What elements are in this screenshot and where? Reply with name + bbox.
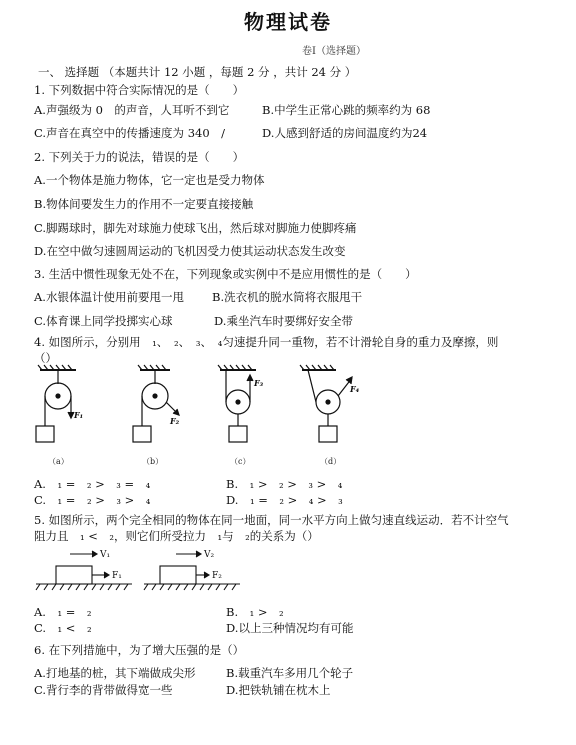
- page-subtitle: 卷Ⅰ（选择题）: [302, 46, 366, 57]
- pulley-b: [133, 365, 179, 442]
- q2-option-a: A.一个物体是施力物体，它一定也是受力物体: [34, 173, 265, 187]
- force-label-f2: F₂: [170, 416, 180, 426]
- q2-option-d: D.在空中做匀速圆周运动的飞机因受力使其运动状态发生改变: [34, 244, 346, 258]
- q5-option-b: B. ₁ > ₂: [226, 605, 284, 619]
- q4-option-d: D. ₁ = ₂ > ₄ > ₃: [226, 493, 343, 507]
- q2-stem: 2. 下列关于力的说法，错误的是（ ）: [34, 150, 245, 164]
- q5-option-a: A. ₁ = ₂: [34, 605, 92, 619]
- caption-b: （b）: [142, 457, 164, 466]
- q6-stem: 6. 在下列措施中，为了增大压强的是（）: [34, 643, 245, 657]
- q1-stem: 1. 下列数据中符合实际情况的是（ ）: [34, 83, 245, 97]
- pulley-c: [218, 365, 256, 442]
- q3-option-a: A.水银体温计使用前要甩一甩: [34, 290, 184, 304]
- velocity-label-v1: V₁: [100, 550, 111, 560]
- pulley-d: [300, 365, 352, 442]
- q4-option-c: C. ₁ = ₂ > ₃ > ₄: [34, 493, 151, 507]
- pulley-figure: [30, 364, 360, 474]
- pulley-a: [36, 365, 76, 442]
- q5-option-d: D.以上三种情况均有可能: [226, 621, 354, 635]
- q6-option-a: A.打地基的桩，其下端做成尖形: [34, 666, 196, 680]
- q6-option-b: B.载重汽车多用几个轮子: [226, 666, 354, 680]
- block-figure: [32, 544, 252, 596]
- q3-option-d: D.乘坐汽车时要绑好安全带: [214, 314, 353, 328]
- caption-c: （c）: [230, 457, 251, 466]
- q4-stem-line1: 4. 如图所示，分别用 ₁、 ₂、 ₃、 ₄匀速提升同一重物，若不计滑轮自身的重力及摩擦，则: [34, 335, 499, 349]
- q3-option-b: B.洗衣机的脱水筒将衣服甩干: [212, 290, 363, 304]
- q2-option-b: B.物体间要发生力的作用不一定要直接接触: [34, 197, 254, 211]
- force-label-q5-f2: F₂: [212, 571, 222, 581]
- page-title: 物理试卷: [244, 10, 332, 34]
- q1-option-c: C.声音在真空中的传播速度为 340 /: [34, 126, 226, 140]
- q5-stem-line1: 5. 如图所示，两个完全相同的物体在同一地面，同一水平方向上做匀速直线运动．若不计空气: [34, 513, 509, 527]
- force-label-q5-f1: F₁: [112, 571, 122, 581]
- caption-a: （a）: [48, 457, 69, 466]
- q5-stem-line2: 阻力且 ₁ < ₂，则它们所受拉力 ₁与 ₂的关系为（）: [34, 529, 319, 543]
- velocity-label-v2: V₂: [204, 550, 215, 560]
- q1-option-a: A.声强级为 0 的声音，人耳听不到它: [34, 103, 230, 117]
- force-label-f1: F₁: [74, 410, 84, 420]
- q1-option-b: B.中学生正常心跳的频率约为 68: [262, 103, 431, 117]
- q4-option-a: A. ₁ = ₂ > ₃ = ₄: [34, 477, 151, 491]
- q3-stem: 3. 生活中惯性现象无处不在，下列现象或实例中不是应用惯性的是（ ）: [34, 267, 417, 281]
- section-heading: 一、 选择题 （本题共计 12 小题 ，每题 2 分 ，共计 24 分 ）: [38, 65, 357, 79]
- q6-option-d: D.把铁轨铺在枕木上: [226, 683, 331, 697]
- q3-option-c: C.体育课上同学投掷实心球: [34, 314, 173, 328]
- q2-option-c: C.脚踢球时，脚先对球施力使球飞出，然后球对脚施力使脚疼痛: [34, 221, 357, 235]
- q4-option-b: B. ₁ > ₂ > ₃ > ₄: [226, 477, 343, 491]
- force-label-f3: F₃: [254, 378, 264, 388]
- caption-d: （d）: [320, 457, 342, 466]
- q6-option-c: C.背行李的背带做得宽一些: [34, 683, 173, 697]
- q4-stem-line2: （）: [34, 351, 57, 365]
- q5-option-c: C. ₁ < ₂: [34, 621, 92, 635]
- q1-option-d: D.人感到舒适的房间温度约为24: [262, 126, 428, 140]
- force-label-f4: F₄: [350, 384, 360, 394]
